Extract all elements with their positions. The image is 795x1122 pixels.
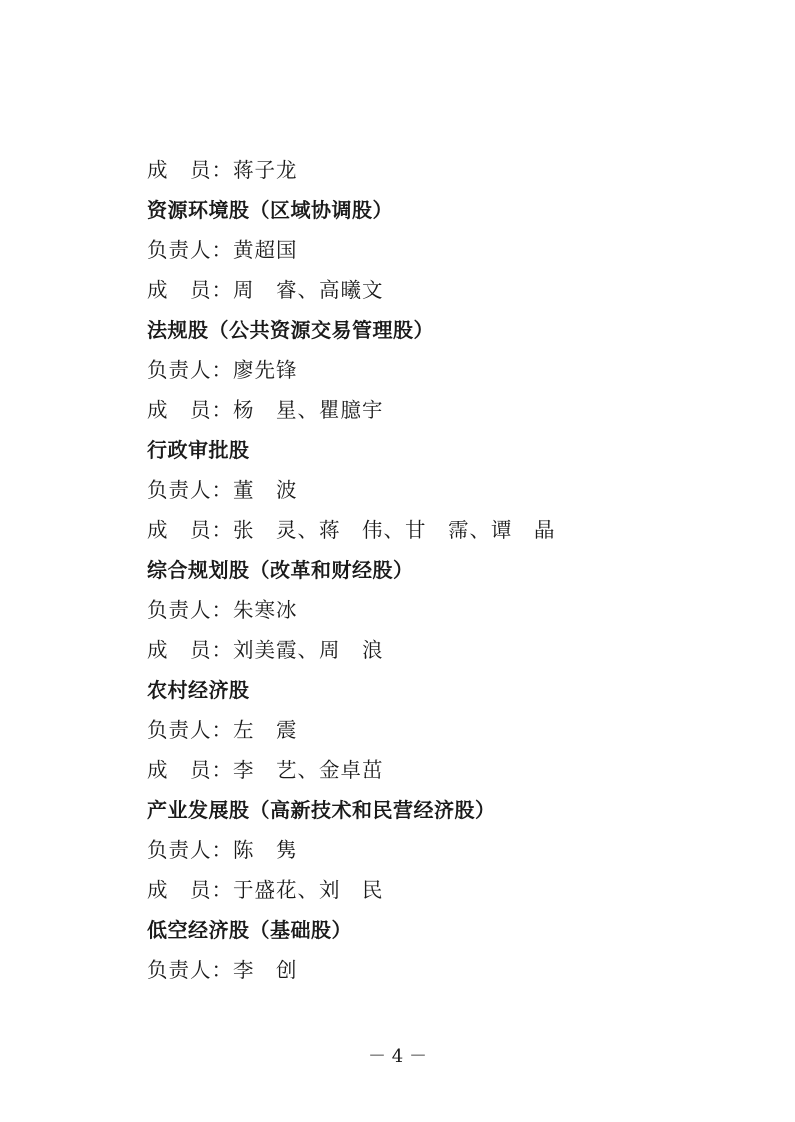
leader-line: 负责人：朱寒冰 xyxy=(147,598,298,622)
section-heading: 产业发展股（高新技术和民营经济股） xyxy=(147,798,496,822)
leader-line: 负责人：黄超国 xyxy=(147,238,298,262)
leader-line: 负责人：廖先锋 xyxy=(147,358,298,382)
page-number: － 4 － xyxy=(368,1046,427,1067)
section-heading: 农村经济股 xyxy=(147,678,250,702)
member-line: 成 员：李 艺、金卓茁 xyxy=(147,758,384,782)
section-heading: 资源环境股（区域协调股） xyxy=(147,198,393,222)
member-line: 成 员：张 灵、蒋 伟、甘 霈、谭 晶 xyxy=(147,518,556,542)
section-heading: 行政审批股 xyxy=(147,438,250,462)
section-heading: 综合规划股（改革和财经股） xyxy=(147,558,414,582)
leader-line: 负责人：董 波 xyxy=(147,478,298,502)
member-line: 成 员：于盛花、刘 民 xyxy=(147,878,384,902)
section-heading: 低空经济股（基础股） xyxy=(147,918,352,942)
document-body xyxy=(147,150,747,990)
section-heading: 法规股（公共资源交易管理股） xyxy=(147,318,434,342)
member-line: 成 员：蒋子龙 xyxy=(147,158,298,182)
leader-line: 负责人：李 创 xyxy=(147,958,298,982)
leader-line: 负责人：陈 隽 xyxy=(147,838,298,862)
member-line: 成 员：刘美霞、周 浪 xyxy=(147,638,384,662)
member-line: 成 员：杨 星、瞿臆宇 xyxy=(147,398,384,422)
leader-line: 负责人：左 震 xyxy=(147,718,298,742)
member-line: 成 员：周 睿、高曦文 xyxy=(147,278,384,302)
